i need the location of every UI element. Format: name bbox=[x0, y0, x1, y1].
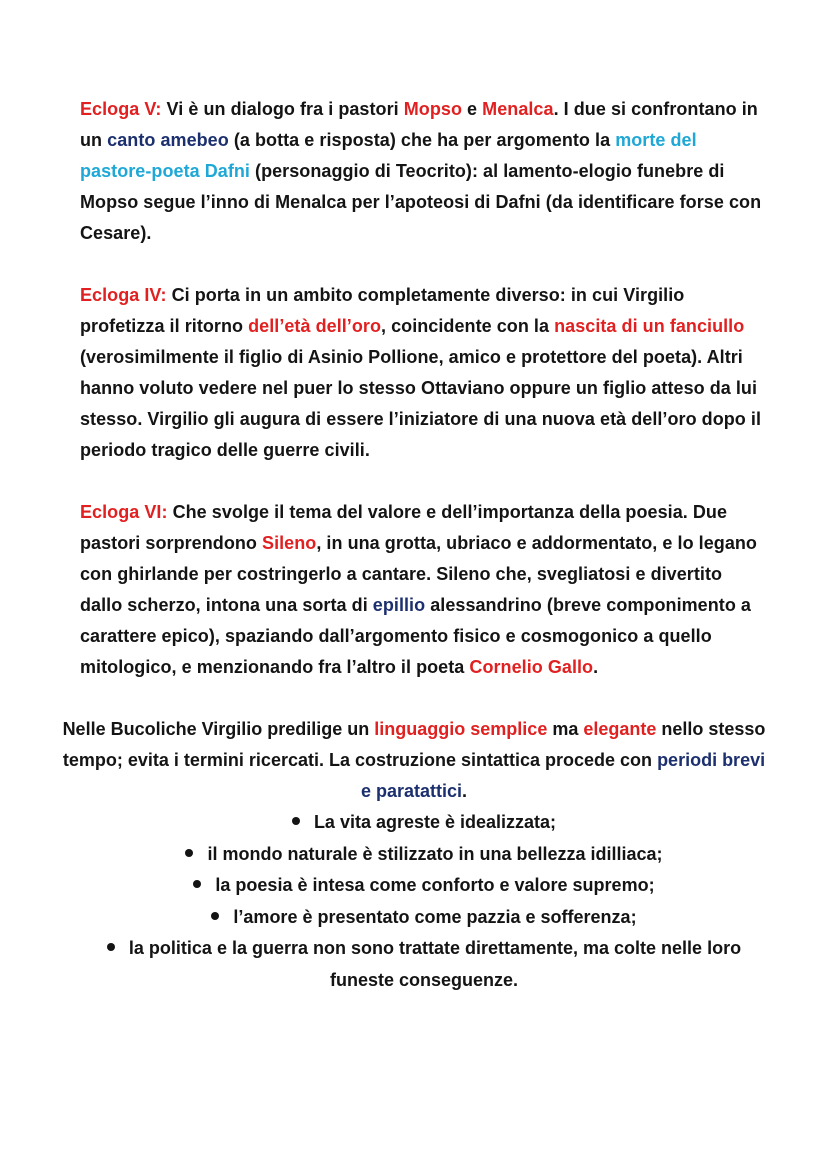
text: alessandrino (breve componimento a carattere epico), spaziando dall’argomento fisico e cosmogonico a quello mitologico, e menzionando fra l’altro il poeta bbox=[80, 595, 751, 677]
list-item-text: il mondo naturale è stilizzato in una bellezza idilliaca; bbox=[207, 843, 663, 864]
list-item-text: la poesia è intesa come conforto e valore supremo; bbox=[215, 875, 655, 895]
text: . bbox=[462, 781, 468, 801]
keyword-periodi-brevi: periodi brevi e paratattici bbox=[360, 750, 766, 801]
text: (personaggio di Teocrito): al lamento-elogio funebre di Mopso segue l’inno di Menalca per l’apoteosi di Dafni (da identificare forse con Cesare). bbox=[80, 161, 762, 243]
text: Ci porta in un ambito completamente diverso: in cui Virgilio profetizza il ritorno bbox=[80, 285, 685, 336]
text: Nelle Bucoliche Virgilio predilige un bbox=[62, 719, 375, 739]
keyword-elegante: elegante bbox=[583, 719, 657, 739]
keyword-nascita-fanciullo: nascita di un fanciullo bbox=[554, 316, 745, 336]
list-item-text: La vita agreste è idealizzata; bbox=[313, 812, 557, 832]
text: . bbox=[593, 657, 599, 677]
list-item bbox=[80, 839, 768, 871]
keyword-sileno: Sileno bbox=[262, 533, 317, 553]
text: Vi è un dialogo fra i pastori bbox=[161, 99, 404, 119]
bullet-icon bbox=[185, 849, 193, 857]
text: e bbox=[462, 99, 483, 119]
text: nello stesso tempo; evita i termini ricercati. La costruzione sintattica procede con bbox=[62, 719, 766, 770]
ecloga-6-heading: Ecloga VI: bbox=[80, 502, 168, 522]
ecloga-5-heading: Ecloga V: bbox=[80, 99, 162, 119]
bullet-icon bbox=[211, 912, 219, 920]
list-item bbox=[80, 870, 768, 902]
text: , in una grotta, ubriaco e addormentato, e lo legano con ghirlande per costringerlo a cantare. Sileno che, svegliatosi e divertito dallo scherzo, intona una sorta di bbox=[80, 533, 757, 615]
ecloga-5-paragraph bbox=[80, 94, 768, 249]
features-list bbox=[80, 807, 768, 996]
bullet-icon bbox=[292, 817, 300, 825]
keyword-morte-dafni: morte del pastore-poeta Dafni bbox=[80, 130, 697, 181]
bullet-icon bbox=[193, 880, 201, 888]
list-item-text: la politica e la guerra non sono trattate direttamente, ma colte nelle loro funeste conseguenze. bbox=[128, 938, 742, 990]
ecloga-4-paragraph bbox=[80, 280, 768, 466]
keyword-mopso: Mopso bbox=[403, 99, 462, 119]
list-item bbox=[80, 933, 768, 996]
list-item bbox=[80, 807, 768, 839]
ecloga-6-paragraph bbox=[80, 497, 768, 683]
list-item bbox=[80, 902, 768, 934]
text: ma bbox=[547, 719, 584, 739]
keyword-canto-amebeo: canto amebeo bbox=[107, 130, 229, 150]
text: (verosimilmente il figlio di Asinio Pollione, amico e protettore del poeta). Altri hanno voluto vedere nel puer lo stesso Ottaviano oppure un figlio atteso da lui stesso. Virgilio gli augura di essere l’iniziatore di una nuova età dell’oro dopo il periodo tragico delle guerre civili. bbox=[80, 347, 762, 460]
ecloga-4-heading: Ecloga IV: bbox=[80, 285, 167, 305]
summary-paragraph bbox=[60, 714, 768, 807]
keyword-menalca: Menalca bbox=[482, 99, 554, 119]
text: . I due si confrontano in un bbox=[80, 99, 758, 150]
text: (a botta e risposta) che ha per argomento la bbox=[228, 130, 616, 150]
keyword-cornelio-gallo: Cornelio Gallo bbox=[469, 657, 594, 677]
list-item-text: l’amore è presentato come pazzia e sofferenza; bbox=[233, 906, 637, 927]
keyword-linguaggio-semplice: linguaggio semplice bbox=[374, 719, 548, 739]
bullet-icon bbox=[107, 943, 115, 951]
text: , coincidente con la bbox=[381, 316, 555, 336]
keyword-epillio: epillio bbox=[372, 595, 426, 615]
keyword-eta-oro: dell’età dell’oro bbox=[248, 316, 381, 336]
text: Che svolge il tema del valore e dell’importanza della poesia. Due pastori sorprendono bbox=[80, 502, 728, 553]
